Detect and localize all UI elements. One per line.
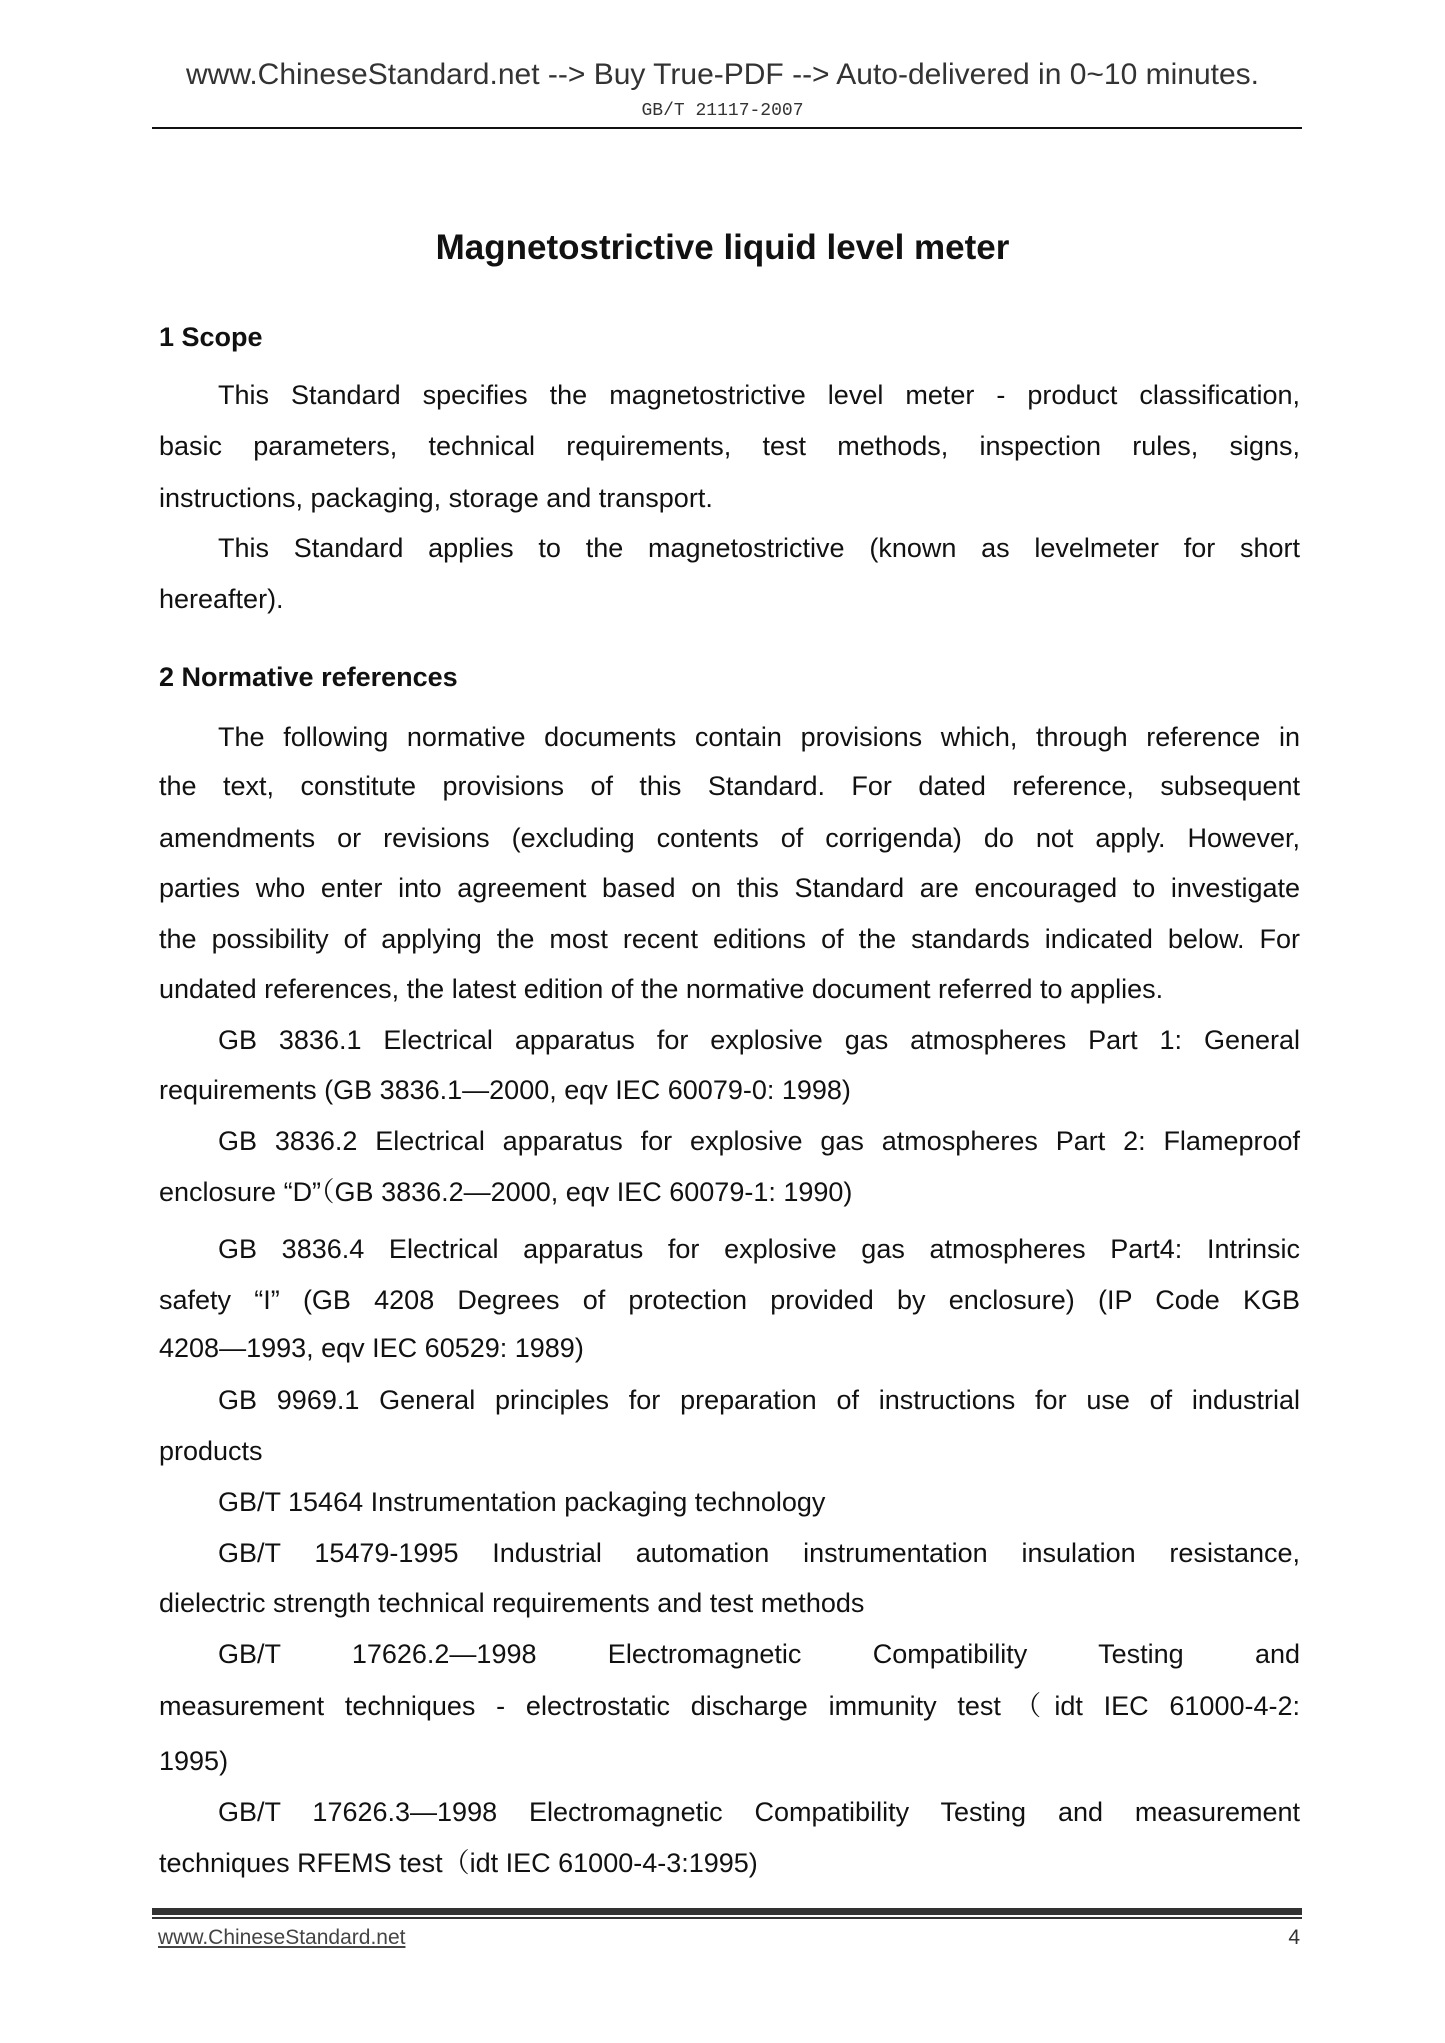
text-line: enclosure “D”（GB 3836.2—2000, eqv IEC 60079-1: 1990) <box>159 1177 853 1207</box>
text-line: techniques RFEMS test（idt IEC 61000-4-3:1995) <box>159 1848 758 1878</box>
top-banner: www.ChineseStandard.net --> Buy True-PDF --> Auto-delivered in 0~10 minutes. <box>185 58 1260 91</box>
document-title: Magnetostrictive liquid level meter <box>435 228 1010 267</box>
text-line: instructions, packaging, storage and transport. <box>159 483 713 513</box>
section-heading: 1 Scope <box>159 322 263 352</box>
text-line: dielectric strength technical requirements and test methods <box>159 1588 865 1618</box>
footer-rule-thick <box>152 1908 1302 1915</box>
text-line: amendments or revisions (excluding contents of corrigenda) do not apply. However, <box>159 823 1300 853</box>
footer-rule-thin <box>152 1917 1302 1919</box>
text-line: 4208—1993, eqv IEC 60529: 1989) <box>159 1333 584 1363</box>
footer-link[interactable]: www.ChineseStandard.net <box>158 1926 406 1949</box>
header-rule <box>152 127 1302 129</box>
text-line: hereafter). <box>159 584 284 614</box>
document-code: GB/T 21117-2007 <box>641 101 804 121</box>
text-line: undated references, the latest edition of the normative document referred to applies. <box>159 974 1164 1004</box>
text-line: GB 9969.1 General principles for preparation of instructions for use of industrial <box>218 1385 1300 1415</box>
text-line: requirements (GB 3836.1—2000, eqv IEC 60079-0: 1998) <box>159 1075 851 1105</box>
text-line: GB 3836.4 Electrical apparatus for explosive gas atmospheres Part4: Intrinsic <box>218 1234 1300 1264</box>
text-line: GB/T 17626.2—1998 Electromagnetic Compatibility Testing and <box>218 1639 1300 1669</box>
text-line: GB/T 15464 Instrumentation packaging technology <box>218 1487 826 1517</box>
text-line: The following normative documents contain provisions which, through reference in <box>218 722 1300 752</box>
text-line: measurement techniques - electrostatic discharge immunity test（idt IEC 61000-4-2: <box>159 1691 1300 1721</box>
text-line: the text, constitute provisions of this Standard. For dated reference, subsequent <box>159 771 1300 801</box>
section-heading: 2 Normative references <box>159 662 458 692</box>
text-line: GB/T 17626.3—1998 Electromagnetic Compatibility Testing and measurement <box>218 1797 1300 1827</box>
text-line: GB/T 15479-1995 Industrial automation instrumentation insulation resistance, <box>218 1538 1300 1568</box>
text-line: products <box>159 1436 263 1466</box>
page-number: 4 <box>1288 1926 1300 1949</box>
text-line: This Standard specifies the magnetostrictive level meter - product classification, <box>218 380 1300 410</box>
text-line: This Standard applies to the magnetostrictive (known as levelmeter for short <box>218 533 1300 563</box>
text-line: parties who enter into agreement based on this Standard are encouraged to investigate <box>159 873 1300 903</box>
text-line: 1995) <box>159 1746 229 1776</box>
text-line: GB 3836.2 Electrical apparatus for explosive gas atmospheres Part 2: Flameproof <box>218 1126 1300 1156</box>
text-line: basic parameters, technical requirements, test methods, inspection rules, signs, <box>159 431 1300 461</box>
text-line: GB 3836.1 Electrical apparatus for explosive gas atmospheres Part 1: General <box>218 1025 1300 1055</box>
text-line: the possibility of applying the most recent editions of the standards indicated below. For <box>159 924 1300 954</box>
text-line: safety “I” (GB 4208 Degrees of protection provided by enclosure) (IP Code KGB <box>159 1285 1300 1315</box>
